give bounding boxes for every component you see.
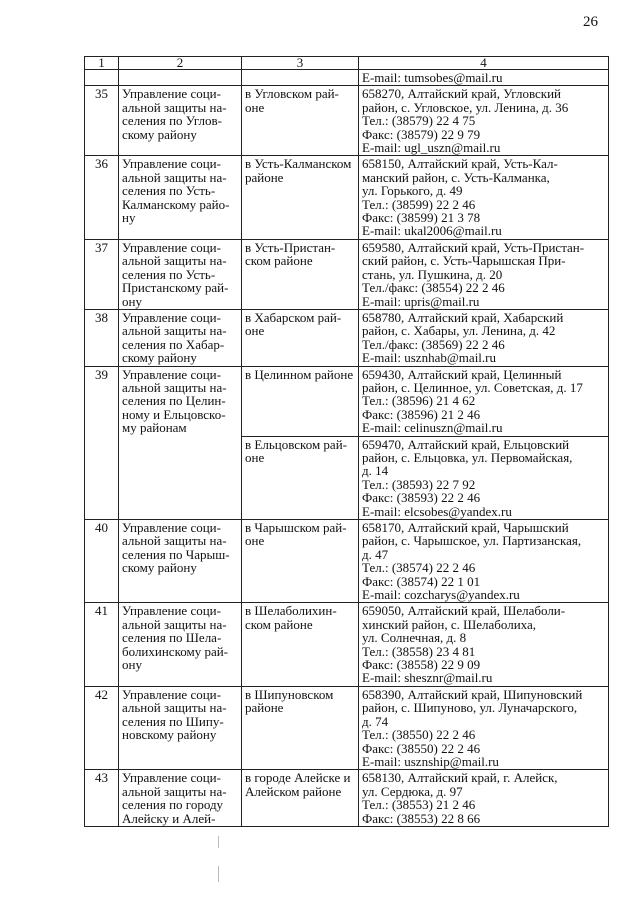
table-row (85, 520, 609, 603)
address-line: E-mail: tumsobes@mail.ru (362, 70, 503, 85)
column-number: 4 (359, 57, 609, 70)
organization-line: селения по Хабар- (122, 336, 225, 352)
address-cell (359, 520, 609, 603)
organization-line: альной защиты на- (122, 323, 227, 339)
column-number: 3 (242, 57, 359, 70)
row-number: 43 (85, 770, 119, 827)
organization-cell (119, 309, 242, 366)
district-line: оне (245, 323, 265, 339)
organization-line: селения по Шипу- (122, 713, 224, 729)
address-line: E-mail: ukal2006@mail.ru (362, 223, 502, 239)
address-line: ул. Сердюка, д. 97 (362, 783, 463, 799)
district-line: в Усть-Пристан- (245, 239, 336, 255)
row-number: 35 (85, 86, 119, 156)
organization-line: селения по Усть- (122, 266, 216, 282)
organization-line: Пристанскому рай- (122, 280, 229, 296)
address-line: Факс: (38579) 22 9 79 (362, 126, 481, 142)
address-line: ул. Солнечная, д. 8 (362, 630, 467, 646)
address-line: хинский район, с. Шелаболиха, (362, 616, 536, 632)
address-line: Факс: (38558) 22 9 09 (362, 657, 481, 673)
district-cell (242, 309, 359, 366)
address-cell (359, 309, 609, 366)
district-cell (242, 603, 359, 686)
organization-cell (119, 239, 242, 309)
address-line: E-mail: elcsobes@yandex.ru (362, 503, 512, 519)
continuation-row (85, 70, 609, 86)
district-line: оне (245, 449, 265, 465)
address-line: E-mail: upris@mail.ru (362, 293, 480, 309)
district-line: оне (245, 533, 265, 549)
organization-line: скому району (122, 560, 197, 576)
organization-line: скому району (122, 350, 197, 366)
address-line: Факс: (38599) 21 3 78 (362, 210, 481, 226)
institutions-table (84, 56, 609, 827)
address-line: Тел.: (38596) 21 4 62 (362, 393, 476, 409)
district-line: ском районе (245, 253, 313, 269)
organization-line: селения по Углов- (122, 113, 222, 129)
organization-line: ону (122, 293, 142, 309)
address-line: д. 47 (362, 546, 389, 562)
address-line: Тел.: (38599) 22 2 46 (362, 196, 476, 212)
address-line: д. 14 (362, 463, 389, 479)
address-cell (359, 603, 609, 686)
scan-mark (218, 866, 219, 882)
district-cell (242, 239, 359, 309)
address-line: Тел.: (38593) 22 7 92 (362, 476, 476, 492)
address-line: E-mail: usznship@mail.ru (362, 753, 499, 769)
organization-line: Управление соци- (122, 603, 221, 619)
organization-line: альной защиты на- (122, 783, 227, 799)
row-number: 39 (85, 366, 119, 519)
address-line: 658780, Алтайский край, Хабарский (362, 309, 564, 325)
organization-line: селения по Целин- (122, 393, 226, 409)
organization-cell (119, 603, 242, 686)
organization-line: альной защиты на- (122, 253, 227, 269)
table-row (85, 309, 609, 366)
address-line: E-mail: cozcharys@yandex.ru (362, 587, 520, 603)
row-number: 36 (85, 156, 119, 239)
address-line: 658270, Алтайский край, Угловский (362, 86, 562, 102)
address-line: 659580, Алтайский край, Усть-Пристан- (362, 239, 585, 255)
address-line: 659050, Алтайский край, Шелаболи- (362, 603, 566, 619)
address-line: ский район, с. Усть-Чарышская При- (362, 253, 566, 269)
district-line: районе (245, 169, 284, 185)
address-line: д. 74 (362, 713, 389, 729)
empty-cell (85, 70, 119, 86)
empty-cell (242, 70, 359, 86)
organization-line: альной защиты на- (122, 616, 227, 632)
address-line: манский район, с. Усть-Калманка, (362, 169, 550, 185)
address-line: Тел.: (38558) 23 4 81 (362, 643, 476, 659)
address-line: район, с. Ельцовка, ул. Первомайская, (362, 449, 573, 465)
scan-mark (218, 836, 219, 848)
table-row (85, 86, 609, 156)
address-line: 659430, Алтайский край, Целинный (362, 366, 562, 382)
column-number: 1 (85, 57, 119, 70)
address-line: район, с. Целинное, ул. Советская, д. 17 (362, 379, 583, 395)
organization-line: альной защиты на- (122, 700, 227, 716)
organization-line: селения по Чарыш- (122, 546, 230, 562)
organization-line: болихинскому рай- (122, 643, 229, 659)
district-line: в Хабарском рай- (245, 309, 342, 325)
organization-cell (119, 366, 242, 519)
district-line: в городе Алейске и (245, 770, 351, 786)
address-line: ул. Горького, д. 49 (362, 183, 463, 199)
organization-line: Управление соци- (122, 156, 221, 172)
organization-line: новскому району (122, 727, 217, 743)
district-cell (242, 520, 359, 603)
organization-line: Управление соци- (122, 366, 221, 382)
address-line: район, с. Шипуново, ул. Луначарского, (362, 700, 578, 716)
table-row (85, 366, 609, 436)
district-cell (242, 770, 359, 827)
page-number: 26 (583, 14, 598, 30)
organization-line: Управление соци- (122, 309, 221, 325)
address-line: район, с. Хабары, ул. Ленина, д. 42 (362, 323, 556, 339)
empty-cell (119, 70, 242, 86)
organization-cell (119, 686, 242, 769)
address-line: Тел./факс: (38554) 22 2 46 (362, 280, 505, 296)
address-line: район, с. Чарышское, ул. Партизанская, (362, 533, 582, 549)
organization-line: Управление соци- (122, 686, 221, 702)
address-cell (359, 436, 609, 519)
district-cell (242, 436, 359, 519)
row-number: 42 (85, 686, 119, 769)
organization-line: селения по Шела- (122, 630, 222, 646)
district-line: оне (245, 99, 265, 115)
organization-line: Управление соци- (122, 520, 221, 535)
address-cell (359, 70, 609, 86)
district-line: в Усть-Калманском (245, 156, 352, 172)
row-number: 38 (85, 309, 119, 366)
table-row (85, 770, 609, 827)
address-cell (359, 239, 609, 309)
organization-cell (119, 156, 242, 239)
address-cell (359, 156, 609, 239)
address-line: 658390, Алтайский край, Шипуновский (362, 686, 583, 702)
address-line: стань, ул. Пушкина, д. 20 (362, 266, 503, 282)
district-cell (242, 156, 359, 239)
table-row (85, 603, 609, 686)
organization-cell (119, 520, 242, 603)
address-line: Тел.: (38553) 21 2 46 (362, 797, 476, 813)
table-row (85, 239, 609, 309)
address-cell (359, 686, 609, 769)
organization-line: альной защиты на- (122, 379, 227, 395)
organization-line: Управление соци- (122, 86, 221, 102)
district-cell (242, 366, 359, 436)
organization-line: ону (122, 657, 142, 673)
address-line: Тел.: (38579) 22 4 75 (362, 113, 476, 129)
organization-line: Калманскому райо- (122, 196, 230, 212)
organization-line: альной защиты на- (122, 169, 227, 185)
row-number: 37 (85, 239, 119, 309)
district-cell (242, 86, 359, 156)
address-line: Факс: (38593) 22 2 46 (362, 490, 481, 506)
organization-line: Управление соци- (122, 239, 221, 255)
district-line: в Угловском рай- (245, 86, 339, 102)
district-line: в Шипуновском (245, 686, 334, 702)
district-line: районе (245, 700, 284, 716)
column-number-row (85, 57, 609, 70)
district-line: Алейском районе (245, 783, 342, 799)
table-row (85, 686, 609, 769)
organization-line: селения по Усть- (122, 183, 216, 199)
address-line: Факс: (38596) 21 2 46 (362, 406, 481, 422)
district-line: в Целинном районе (245, 366, 354, 382)
organization-line: ному и Ельцовско- (122, 406, 226, 422)
organization-line: Управление соци- (122, 770, 221, 786)
address-line: E-mail: shesznr@mail.ru (362, 670, 493, 686)
address-line: 658170, Алтайский край, Чарышский (362, 520, 569, 535)
address-line: район, с. Угловское, ул. Ленина, д. 36 (362, 99, 569, 115)
column-number: 2 (119, 57, 242, 70)
organization-line: альной защиты на- (122, 533, 227, 549)
address-line: Тел.: (38574) 22 2 46 (362, 560, 476, 576)
district-line: в Шелаболихин- (245, 603, 337, 619)
district-line: ском районе (245, 616, 313, 632)
address-cell (359, 770, 609, 827)
address-cell (359, 366, 609, 436)
address-line: E-mail: ugl_uszn@mail.ru (362, 140, 501, 156)
district-cell (242, 686, 359, 769)
address-line: E-mail: celinuszn@mail.ru (362, 420, 503, 436)
address-line: Тел.: (38550) 22 2 46 (362, 727, 476, 743)
row-number: 41 (85, 603, 119, 686)
address-line: Факс: (38550) 22 2 46 (362, 740, 481, 756)
address-line: 658150, Алтайский край, Усть-Кал- (362, 156, 558, 172)
organization-line: скому району (122, 126, 197, 142)
district-line: в Чарышском рай- (245, 520, 347, 535)
organization-line: му районам (122, 420, 187, 436)
organization-line: Алейску и Алей- (122, 810, 216, 826)
address-line: 658130, Алтайский край, г. Алейск, (362, 770, 558, 786)
address-line: Тел./факс: (38569) 22 2 46 (362, 336, 505, 352)
organization-cell (119, 770, 242, 827)
table-row (85, 156, 609, 239)
organization-cell (119, 86, 242, 156)
address-line: 659470, Алтайский край, Ельцовский (362, 436, 570, 452)
address-cell (359, 86, 609, 156)
organization-line: альной защиты на- (122, 99, 227, 115)
address-line: Факс: (38574) 22 1 01 (362, 573, 481, 589)
organization-line: селения по городу (122, 797, 224, 813)
address-line: Факс: (38553) 22 8 66 (362, 810, 481, 826)
district-line: в Ельцовском рай- (245, 436, 347, 452)
organization-line: ну (122, 210, 136, 226)
row-number: 40 (85, 520, 119, 603)
address-line: E-mail: usznhab@mail.ru (362, 350, 496, 366)
